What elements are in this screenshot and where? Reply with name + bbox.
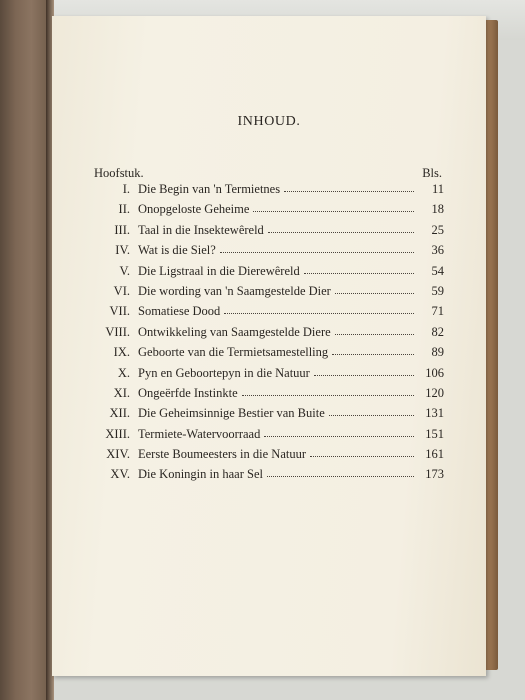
page-number: 25 (431, 222, 444, 237)
dot-leader (335, 292, 414, 294)
toc-entry (92, 467, 444, 487)
chapter-title: Somatiese Dood (138, 304, 221, 319)
chapter-title: Die Begin van 'n Termietnes (138, 182, 281, 196)
chapter-title: Pyn en Geboortepyn in die Natuur (138, 365, 310, 380)
table-of-contents (92, 182, 444, 488)
dot-leader (335, 333, 414, 335)
page-number: 89 (431, 345, 444, 360)
toc-entry (92, 284, 444, 304)
chapter-number: III. (114, 222, 130, 237)
page-number: 36 (431, 243, 444, 258)
chapter-number: VI. (113, 283, 130, 298)
toc-entry (92, 427, 444, 447)
book-cover-left (0, 0, 52, 700)
dot-leader (304, 272, 414, 274)
page-title: INHOUD. (237, 114, 301, 129)
page-number: 71 (431, 304, 444, 319)
dot-leader (242, 394, 414, 396)
dot-leader (314, 374, 414, 376)
toc-entry (92, 264, 444, 284)
dot-leader (332, 353, 414, 355)
dot-leader (284, 190, 414, 192)
toc-entry (92, 243, 444, 263)
chapter-title: Eerste Boumeesters in die Natuur (138, 447, 307, 462)
dot-leader (310, 455, 414, 457)
page-number: 173 (425, 467, 444, 482)
chapter-number: IX. (113, 345, 130, 360)
page-number: 106 (425, 365, 444, 380)
toc-entry (92, 386, 444, 406)
chapter-title: Onopgeloste Geheime (138, 202, 250, 217)
page-column-header: Bls. (422, 166, 442, 180)
chapter-title: Die Ligstraal in die Dierewêreld (138, 263, 300, 278)
chapter-column-header: Hoofstuk. (94, 166, 144, 180)
toc-entry (92, 202, 444, 222)
dot-leader (224, 312, 414, 314)
dot-leader (329, 414, 414, 416)
page-number: 131 (425, 406, 444, 421)
toc-entry (92, 366, 444, 386)
page-number: 82 (431, 324, 444, 339)
chapter-number: VIII. (105, 324, 130, 339)
page-number: 59 (431, 283, 444, 298)
toc-entry (92, 182, 444, 202)
chapter-number: I. (122, 182, 130, 196)
chapter-number: XV. (110, 467, 130, 482)
toc-entry (92, 304, 444, 324)
chapter-title: Taal in die Insektewêreld (138, 222, 264, 237)
chapter-title: Geboorte van die Termietsamestelling (138, 345, 329, 360)
page-number: 151 (425, 426, 444, 441)
chapter-title: Wat is die Siel? (138, 243, 216, 258)
page-number: 161 (425, 447, 444, 462)
chapter-number: X. (117, 365, 130, 380)
dot-leader (220, 251, 414, 253)
chapter-number: XI. (113, 385, 130, 400)
chapter-number: VII. (109, 304, 130, 319)
dot-leader (268, 231, 414, 233)
chapter-number: XII. (109, 406, 130, 421)
chapter-title: Ongeërfde Instinkte (138, 385, 238, 400)
chapter-number: II. (118, 202, 130, 217)
chapter-number: IV. (115, 243, 130, 258)
dot-leader (264, 435, 414, 437)
dot-leader (253, 210, 414, 212)
chapter-title: Die Geheimsinnige Bestier van Buite (138, 406, 325, 421)
chapter-number: XIII. (105, 426, 130, 441)
page-number: 54 (431, 263, 444, 278)
toc-entry (92, 345, 444, 365)
book-page (52, 16, 486, 676)
chapter-title: Die Koningin in haar Sel (138, 467, 263, 482)
chapter-title: Ontwikkeling van Saamgestelde Diere (138, 324, 331, 339)
toc-entry (92, 223, 444, 243)
page-number: 120 (425, 385, 444, 400)
page-number: 11 (431, 182, 444, 196)
chapter-title: Die wording van 'n Saamgestelde Dier (138, 283, 331, 298)
chapter-title: Termiete-Watervoorraad (138, 426, 261, 441)
toc-entry (92, 447, 444, 467)
toc-entry (92, 325, 444, 345)
chapter-number: XIV. (106, 447, 130, 462)
page-number: 18 (431, 202, 444, 217)
toc-entry (92, 406, 444, 426)
dot-leader (267, 475, 414, 477)
chapter-number: V. (119, 263, 130, 278)
